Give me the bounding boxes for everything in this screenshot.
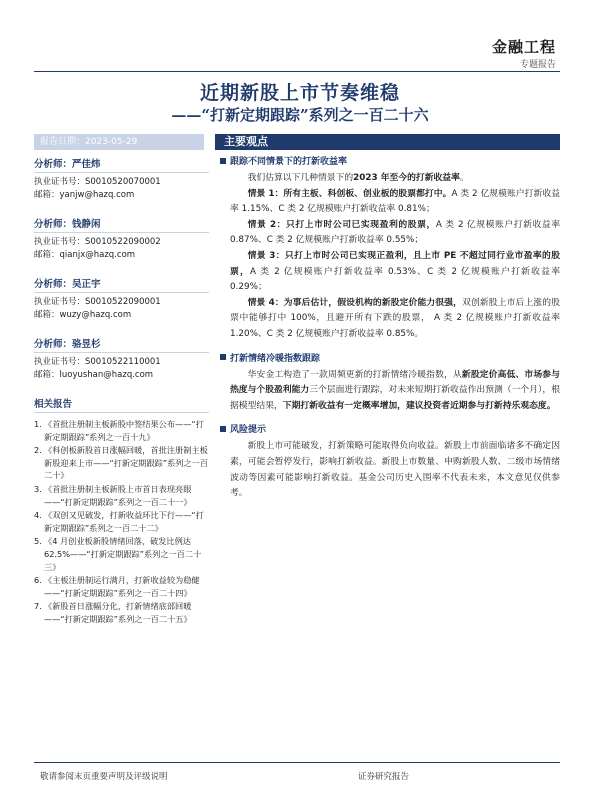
text-run: 。 [459,173,469,183]
report-date: 报告日期：2023-05-29 [34,134,204,150]
square-bullet-icon [220,354,226,360]
square-bullet-icon [220,158,226,164]
related-report-number: 6. [34,575,42,586]
subsection-heading-text: 打新情绪冷暖指数跟踪 [230,353,321,364]
report-type-label: 专题报告 [519,60,556,70]
scenario-body: 双创新股上市后上涨的股票中能够打中 100%，且避开所有下跌的股票， A 类 2 亿规模账户打新收益率 1.20%、C 类 2 亿规模账户打新收益率 0.85%。 [230,297,560,339]
scenario-body: A 类 2 亿规模账户打新收益率 0.53%、C 类 2 亿规模账户打新收益率 0.29%； [230,266,560,293]
paragraph [230,171,560,187]
related-report-text: 《首批注册制主板新股中签结果公布——“打新定期跟踪”系列之一百十九》 [44,419,204,442]
analyst-email[interactable]: 邮箱：luoyushan@hazq.com [34,370,154,380]
related-reports-title: 相关报告 [34,396,209,413]
main-views-title: 主要观点 [224,135,268,148]
analyst-email[interactable]: 邮箱：qianjx@hazq.com [34,250,136,260]
related-report-text: 《双创又见破发，打新收益环比下行——“打新定期跟踪”系列之一百二十二》 [44,510,204,533]
report-title: 近期新股上市节奏维稳 [199,82,400,104]
subsection-heading-text: 风险提示 [230,425,267,436]
text-run-bold: 2023 年至今的打新收益率 [353,173,460,183]
related-report-item[interactable] [34,483,209,508]
footer-label: 证券研究报告 [358,772,410,782]
related-report-number: 5. [34,536,42,547]
subsection-heading-text: 跟踪不同情景下的打新收益率 [230,157,348,167]
subsection-heading [220,351,560,364]
related-report-item[interactable] [34,535,209,573]
footer-divider [34,762,560,763]
text-run-bold: 下期打新收益有一定概率增加，建议投资者近期参与打新持乐观态度。 [282,400,556,411]
scenario-heading: 情景 4：为事后估计，假设机构的新股定价能力很强， [247,297,463,308]
analyst-card [34,336,209,382]
analyst-cert: 执业证书号：S0010522090002 [34,237,161,247]
paragraph: 新股上市可能破发，打新策略可能取得负向收益。新股上市前面临诸多不确定因素，可能会暂停发行，影响打新收益。新股上市数量、申购新股人数、二级市场情绪波动等因素可能影响打新收益。基金公司历史入围率不代表未来，本文意见仅供参考。 [230,441,560,499]
text-run: 三个层面进行跟踪，对未来短期打新收益作出预测（一个月），根据模型结果， [230,385,560,411]
subsection-heading [220,154,560,167]
related-report-text: 《新股首日涨幅分化，打新情绪底部回暖——“打新定期跟踪”系列之一百二十五》 [44,601,192,624]
text-run: 我们估算以下几种情景下的 [247,173,354,183]
related-report-number: 7. [34,601,42,612]
analyst-name: 分析师：严佳炜 [34,156,209,173]
related-report-text: 《主板注册制运行满月，打新收益较为稳健——“打新定期跟踪”系列之一百二十四》 [44,575,200,598]
related-report-text: 《科创板新股首日涨幅回暖，首批注册制主板新股迎来上市——“打新定期跟踪”系列之一百二十》 [44,445,209,481]
related-report-number: 1. [34,419,42,429]
footer-disclaimer: 敬请参阅末页重要声明及评级说明 [40,772,168,782]
analyst-cert: 执业证书号：S0010522090001 [34,297,161,307]
scenario-heading: 情景 2：只打上市时公司已实现盈利的股票， [247,219,436,230]
analyst-card [34,276,209,322]
scenario-heading: 情景 1：所有主板、科创板、创业板的股票都打中。 [247,188,452,199]
scenario-paragraph [230,218,560,249]
text-run-bold: 新股定价高低、市场参与热度与个股盈利能力 [230,369,560,396]
analyst-name: 分析师：骆昱杉 [34,336,209,353]
header-divider [34,71,560,72]
paragraph [230,368,560,415]
report-subtitle: ——“打新定期跟踪”系列之一百二十六 [171,106,429,124]
analyst-card [34,156,209,202]
square-bullet-icon [220,426,226,432]
related-report-number: 2. [34,445,42,456]
analyst-name: 分析师：钱静闲 [34,216,209,233]
scenario-paragraph [230,187,560,218]
related-report-text: 《4 月创业板新股情绪回落，破发比例达 62.5%——“打新定期跟踪”系列之一百二十三》 [44,536,202,572]
analyst-name: 分析师：吴正宇 [34,276,209,293]
brand-label: 金融工程 [491,38,556,56]
analyst-email[interactable]: 邮箱：yanjw@hazq.com [34,190,135,200]
subsection-heading [220,422,560,435]
related-report-item[interactable] [34,444,209,482]
related-report-item[interactable] [34,509,209,534]
left-sidebar [34,156,209,627]
scenario-body: A 类 2 亿规模账户打新收益率 1.15%、C 类 2 亿规模账户打新收益率 0.81%； [230,188,560,215]
analyst-cert: 执业证书号：S0010522110001 [34,357,161,367]
related-report-item[interactable] [34,418,209,443]
main-views-content [220,154,560,502]
related-report-text: 《首批注册制主板新股上市首日表现亮眼——“打新定期跟踪”系列之一百二十一》 [44,483,192,507]
spacer [220,414,560,422]
analyst-email[interactable]: 邮箱：wuzy@hazq.com [34,310,132,320]
related-report-item[interactable] [34,600,209,625]
related-report-number: 4. [34,510,42,521]
scenario-paragraph [230,249,560,296]
scenario-body: A 类 2 亿规模账户打新收益率 0.87%、C 类 2 亿规模账户打新收益率 0.55%； [230,219,560,246]
analyst-card [34,216,209,262]
scenario-paragraph [230,296,560,343]
analyst-cert: 执业证书号：S0010520070001 [34,177,161,187]
text-run: 华安金工构造了一款周频更新的打新情绪冷暖指数，从 [247,369,462,380]
related-report-number: 3. [34,483,42,494]
related-report-item[interactable] [34,574,209,599]
spacer [220,343,560,351]
scenario-heading: 情景 3：只打上市时公司已实现正盈利，且上市 PE 不超过同行业市盈率的股票， [230,250,560,277]
